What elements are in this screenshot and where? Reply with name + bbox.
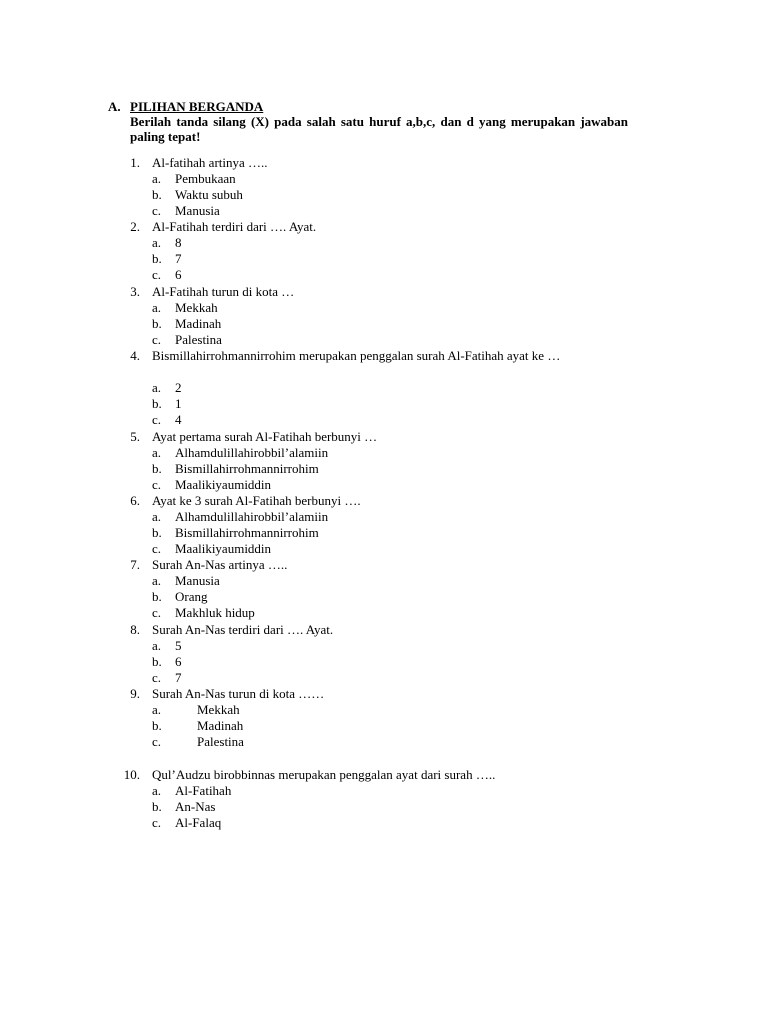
option-letter: b. [152, 396, 162, 412]
option-letter: b. [152, 461, 162, 477]
option-letter: a. [152, 380, 162, 396]
option-text: Maalikiyaumiddin [175, 477, 272, 493]
option-letter: b. [152, 589, 162, 605]
question-number: 8. [130, 622, 140, 637]
option-text: Bismillahirrohmannirrohim [175, 461, 319, 477]
option-letter: a. [152, 783, 162, 799]
option-text: 7 [175, 251, 182, 267]
option-text: Palestina [197, 734, 244, 750]
option-text: Pembukaan [175, 171, 236, 187]
option-text: 8 [175, 235, 182, 251]
option-text: An-Nas [175, 799, 216, 815]
option-letter: b. [152, 525, 162, 541]
option-text: Al-Fatihah [175, 783, 232, 799]
question-number: 7. [130, 557, 140, 572]
section-title: PILIHAN BERGANDA [130, 99, 264, 114]
option-text: 2 [175, 380, 182, 396]
option-text: Makhluk hidup [175, 605, 255, 621]
option-letter: b. [152, 718, 162, 734]
option-letter: a. [152, 445, 162, 461]
question-text: Al-fatihah artinya ….. [152, 155, 268, 170]
option-text: 4 [175, 412, 182, 428]
question-number: 9. [130, 686, 140, 701]
question-number: 6. [130, 493, 140, 508]
option-text: Palestina [175, 332, 222, 348]
option-text: Al-Falaq [175, 815, 222, 831]
option-letter: b. [152, 187, 162, 203]
option-text: Manusia [175, 573, 220, 589]
question-number: 4. [130, 348, 140, 363]
option-letter: c. [152, 815, 162, 831]
question-text: Ayat ke 3 surah Al-Fatihah berbunyi …. [152, 493, 361, 508]
option-letter: a. [152, 509, 162, 525]
option-text: Mekkah [175, 300, 218, 316]
question-number: 2. [130, 219, 140, 234]
question-text: Surah An-Nas artinya ….. [152, 557, 288, 572]
option-letter: a. [152, 300, 162, 316]
option-letter: c. [152, 412, 162, 428]
option-text: Orang [175, 589, 208, 605]
option-letter: c. [152, 477, 162, 493]
option-letter: c. [152, 332, 162, 348]
option-text: Maalikiyaumiddin [175, 541, 272, 557]
option-letter: a. [152, 702, 162, 718]
option-text: 6 [175, 654, 182, 670]
option-letter: a. [152, 235, 162, 251]
question-text: Surah An-Nas terdiri dari …. Ayat. [152, 622, 334, 637]
option-text: Mekkah [197, 702, 240, 718]
option-text: Madinah [197, 718, 244, 734]
option-text: Waktu subuh [175, 187, 243, 203]
option-text: 7 [175, 670, 182, 686]
option-letter: c. [152, 670, 162, 686]
option-text: Madinah [175, 316, 222, 332]
option-letter: c. [152, 734, 162, 750]
question-number: 10. [123, 767, 140, 782]
question-text: Ayat pertama surah Al-Fatihah berbunyi … [152, 429, 378, 444]
option-letter: b. [152, 799, 162, 815]
option-letter: c. [152, 267, 162, 283]
section-letter: A. [108, 99, 121, 114]
option-text: 6 [175, 267, 182, 283]
option-text: 1 [175, 396, 182, 412]
question-text: Al-Fatihah turun di kota … [152, 284, 295, 299]
option-text: 5 [175, 638, 182, 654]
option-letter: c. [152, 541, 162, 557]
question-number: 5. [130, 429, 140, 444]
option-text: Bismillahirrohmannirrohim [175, 525, 319, 541]
option-letter: b. [152, 316, 162, 332]
option-letter: c. [152, 203, 162, 219]
question-number: 1. [130, 155, 140, 170]
question-text: Surah An-Nas turun di kota …… [152, 686, 325, 701]
option-text: Alhamdulillahirobbil’alamiin [175, 445, 329, 461]
option-letter: a. [152, 638, 162, 654]
option-text: Alhamdulillahirobbil’alamiin [175, 509, 329, 525]
option-text: Manusia [175, 203, 220, 219]
question-number: 3. [130, 284, 140, 299]
question-text: Qul’Audzu birobbinnas merupakan penggalan ayat dari surah ….. [152, 767, 496, 782]
question-text: Bismillahirrohmannirrohim merupakan penggalan surah Al-Fatihah ayat ke … [152, 348, 561, 363]
option-letter: b. [152, 654, 162, 670]
option-letter: b. [152, 251, 162, 267]
question-text: Al-Fatihah terdiri dari …. Ayat. [152, 219, 317, 234]
option-letter: a. [152, 573, 162, 589]
instruction-text: Berilah tanda silang (X) pada salah satu huruf a,b,c, dan d yang merupakan jawaban paling tepat! [130, 114, 628, 144]
option-letter: c. [152, 605, 162, 621]
option-letter: a. [152, 171, 162, 187]
